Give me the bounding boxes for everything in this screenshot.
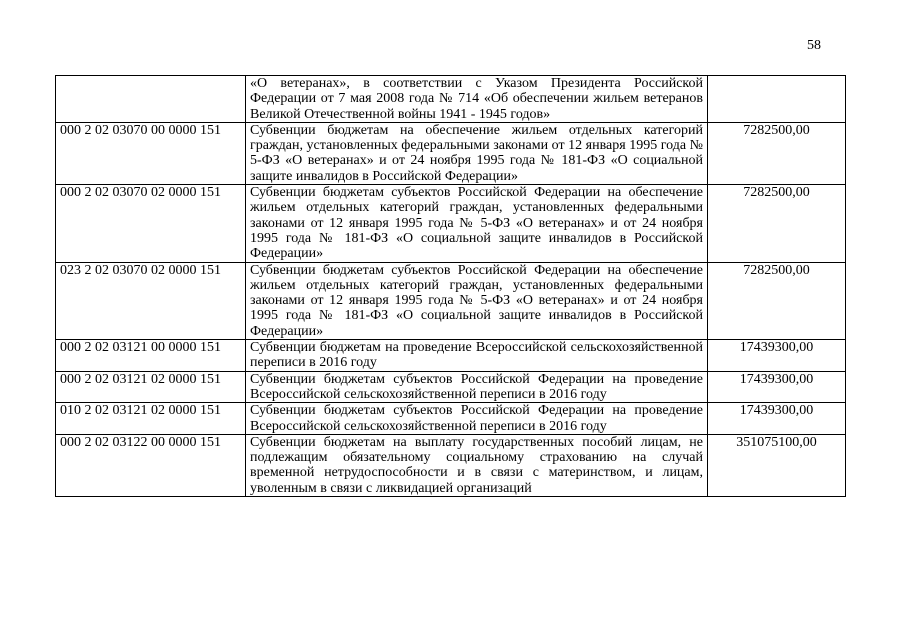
description-cell: «О ветеранах», в соответствии с Указом Президента Российской Федерации от 7 мая 2008 года № 714 «Об обеспечении жильем ветеранов Великой Отечественной войны 1941 - 1945 годов» <box>246 76 708 123</box>
budget-table <box>55 75 846 497</box>
table-row <box>56 371 846 403</box>
description-cell: Субвенции бюджетам субъектов Российской Федерации на проведение Всероссийской сельскохозяйственной переписи в 2016 году <box>246 371 708 403</box>
page-number: 58 <box>807 38 821 53</box>
description-cell: Субвенции бюджетам на обеспечение жильем отдельных категорий граждан, установленных федеральными законами от 12 января 1995 года № 5-ФЗ «О ветеранах» и от 24 ноября 1995 года № 181-ФЗ «О социальной защите инвалидов в Российской Федерации» <box>246 122 708 184</box>
code-cell: 023 2 02 03070 02 0000 151 <box>56 262 246 339</box>
amount-cell <box>708 76 846 123</box>
table-row <box>56 76 846 123</box>
code-cell: 000 2 02 03070 00 0000 151 <box>56 122 246 184</box>
amount-cell: 351075100,00 <box>708 434 846 496</box>
table-row <box>56 403 846 435</box>
code-cell <box>56 76 246 123</box>
amount-cell: 7282500,00 <box>708 262 846 339</box>
description-cell: Субвенции бюджетам субъектов Российской Федерации на обеспечение жильем отдельных категорий граждан, установленных федеральными законами от 12 января 1995 года № 5-ФЗ «О ветеранах» и от 24 ноября 1995 года № 181-ФЗ «О социальной защите инвалидов в Российской Федерации» <box>246 185 708 262</box>
code-cell: 000 2 02 03070 02 0000 151 <box>56 185 246 262</box>
code-cell: 000 2 02 03121 00 0000 151 <box>56 340 246 372</box>
description-cell: Субвенции бюджетам субъектов Российской Федерации на обеспечение жильем отдельных категорий граждан, установленных федеральными законами от 12 января 1995 года № 5-ФЗ «О ветеранах» и от 24 ноября 1995 года № 181-ФЗ «О социальной защите инвалидов в Российской Федерации» <box>246 262 708 339</box>
table-row <box>56 262 846 339</box>
table-row <box>56 340 846 372</box>
amount-cell: 7282500,00 <box>708 185 846 262</box>
code-cell: 000 2 02 03121 02 0000 151 <box>56 371 246 403</box>
amount-cell: 17439300,00 <box>708 340 846 372</box>
code-cell: 010 2 02 03121 02 0000 151 <box>56 403 246 435</box>
amount-cell: 17439300,00 <box>708 403 846 435</box>
description-cell: Субвенции бюджетам на проведение Всероссийской сельскохозяйственной переписи в 2016 году <box>246 340 708 372</box>
table-row <box>56 434 846 496</box>
description-cell: Субвенции бюджетам на выплату государственных пособий лицам, не подлежащим обязательному социальному страхованию на случай временной нетрудоспособности и в связи с материнством, и лицам, уволенным в связи с ликвидацией организаций <box>246 434 708 496</box>
table-row <box>56 185 846 262</box>
amount-cell: 7282500,00 <box>708 122 846 184</box>
table-row <box>56 122 846 184</box>
amount-cell: 17439300,00 <box>708 371 846 403</box>
description-cell: Субвенции бюджетам субъектов Российской Федерации на проведение Всероссийской сельскохозяйственной переписи в 2016 году <box>246 403 708 435</box>
code-cell: 000 2 02 03122 00 0000 151 <box>56 434 246 496</box>
